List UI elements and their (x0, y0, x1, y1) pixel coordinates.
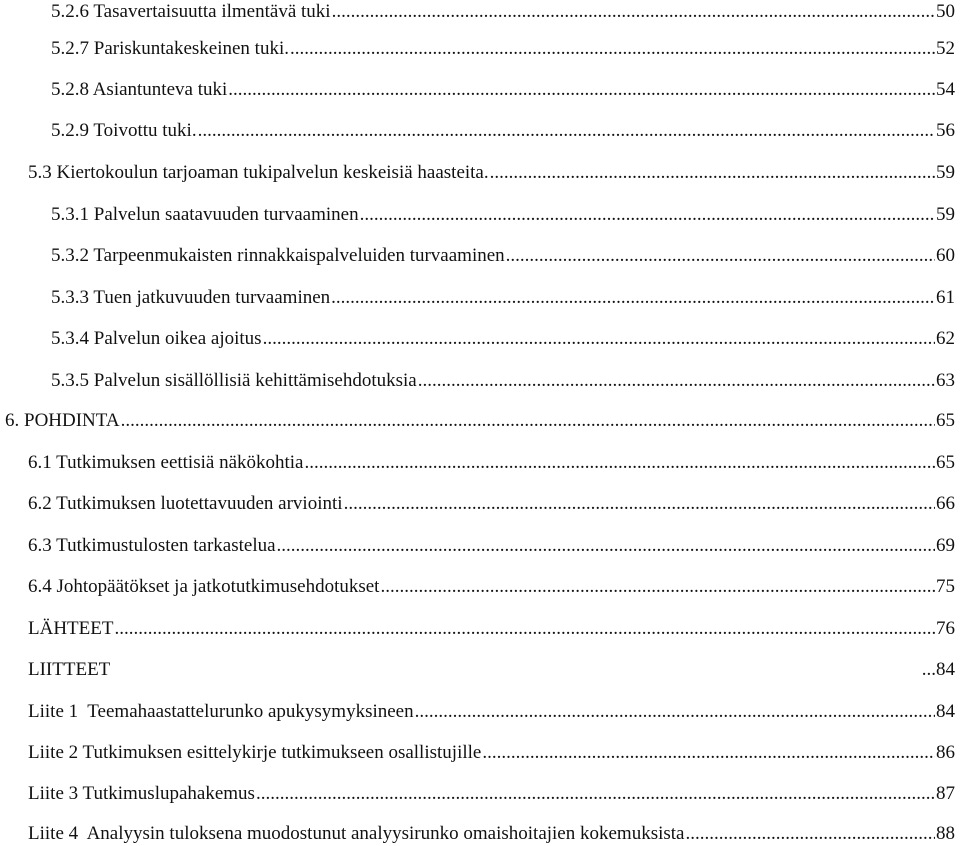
toc-entry-page: 87 (936, 783, 955, 804)
toc-entry-title: 5.3.4 Palvelun oikea ajoitus (51, 328, 262, 349)
dot-leader (418, 369, 935, 393)
toc-entry-page: 69 (936, 535, 955, 556)
toc-row[interactable] (28, 534, 955, 558)
toc-row[interactable] (28, 575, 955, 599)
toc-entry-page: 86 (936, 742, 955, 763)
dot-leader (331, 286, 935, 310)
toc-row[interactable] (28, 617, 955, 641)
toc-row[interactable] (51, 286, 955, 310)
toc-row[interactable] (28, 700, 955, 724)
toc-row[interactable] (51, 119, 955, 143)
dot-leader (114, 617, 935, 641)
toc-entry-page: 84 (936, 701, 955, 722)
toc-entry-title: 5.3.5 Palvelun sisällöllisiä kehittämisehdotuksia (51, 370, 417, 391)
toc-entry-title: 5.2.7 Pariskuntakeskeinen tuki. (51, 38, 289, 59)
dot-leader (685, 822, 935, 846)
toc-row[interactable] (5, 409, 955, 433)
toc-entry-title: Liite 1 Teemahaastattelurunko apukysymyksineen (28, 701, 414, 722)
toc-entry-title: 5.3.3 Tuen jatkuvuuden turvaaminen (51, 287, 331, 308)
toc-row[interactable] (28, 741, 955, 765)
toc-entry-page: 52 (936, 38, 955, 59)
toc-entry-page: 54 (936, 79, 955, 100)
toc-row[interactable] (51, 369, 955, 393)
toc-row[interactable] (51, 37, 955, 61)
toc-entry-title: 5.2.9 Toivottu tuki. (51, 120, 197, 141)
dot-leader (506, 244, 935, 268)
toc-entry-title: 5.3 Kiertokoulun tarjoaman tukipalvelun keskeisiä haasteita. (28, 162, 489, 183)
dot-leader (380, 575, 935, 599)
toc-entry-page: 59 (936, 162, 955, 183)
toc-entry-page: 60 (936, 245, 955, 266)
toc-row[interactable] (28, 492, 955, 516)
toc-entry-page: 65 (936, 452, 955, 473)
dot-leader (490, 161, 935, 185)
toc-entry-title: 5.2.8 Asiantunteva tuki (51, 79, 228, 100)
toc-entry-page: 63 (936, 370, 955, 391)
toc-entry-title: Liite 2 Tutkimuksen esittelykirje tutkimukseen osallistujille (28, 742, 482, 763)
dot-leader (344, 492, 935, 516)
dot-leader (256, 782, 935, 806)
toc-entry-page: 62 (936, 328, 955, 349)
toc-entry-title: LIITTEET (28, 659, 111, 680)
toc-entry-page: 59 (936, 204, 955, 225)
toc-entry-title: 6.4 Johtopäätökset ja jatkotutkimusehdotukset (28, 576, 380, 597)
dot-leader (290, 37, 935, 61)
toc-row[interactable] (28, 822, 955, 846)
toc-entry-title: 6.1 Tutkimuksen eettisiä näkökohtia (28, 452, 304, 473)
dot-leader (263, 327, 935, 351)
toc-entry-page: 66 (936, 493, 955, 514)
toc-row[interactable] (51, 0, 955, 24)
toc-entry-title: 5.2.6 Tasavertaisuutta ilmentävä tuki (51, 1, 331, 22)
toc-entry-page: 76 (936, 618, 955, 639)
toc-entry-title: 6.2 Tutkimuksen luotettavuuden arviointi (28, 493, 343, 514)
toc-row[interactable] (51, 244, 955, 268)
dot-leader (482, 741, 935, 765)
dot-leader (360, 203, 935, 227)
dot-leader (228, 78, 935, 102)
toc-entry-title: Liite 4 Analyysin tuloksena muodostunut analyysirunko omaishoitajien kokemuksista (28, 823, 685, 844)
toc-entry-page: 50 (936, 1, 955, 22)
toc-row[interactable] (28, 782, 955, 806)
dot-leader (305, 451, 936, 475)
toc-entry-page: 56 (936, 120, 955, 141)
dot-leader (332, 0, 935, 24)
toc-entry-title: 6. POHDINTA (5, 410, 120, 431)
toc-entry-title: 6.3 Tutkimustulosten tarkastelua (28, 535, 276, 556)
toc-entry-page: 61 (936, 287, 955, 308)
toc-entry-title: LÄHTEET (28, 618, 114, 639)
dot-leader (121, 409, 935, 433)
dot-leader (415, 700, 935, 724)
dot-leader (198, 119, 935, 143)
dot-leader (277, 534, 935, 558)
toc-row[interactable] (51, 327, 955, 351)
toc-entry-title: Liite 3 Tutkimuslupahakemus (28, 783, 255, 804)
toc-row[interactable] (28, 161, 955, 185)
toc-row[interactable] (51, 203, 955, 227)
toc-entry-title: 5.3.1 Palvelun saatavuuden turvaaminen (51, 204, 359, 225)
toc-entry-page: 65 (936, 410, 955, 431)
toc-entry-title: 5.3.2 Tarpeenmukaisten rinnakkaispalveluiden turvaaminen (51, 245, 505, 266)
toc-row[interactable] (51, 78, 955, 102)
toc-row[interactable] (28, 451, 955, 475)
toc-entry-page: ...84 (921, 659, 955, 680)
blank-leader (111, 674, 920, 675)
toc-entry-page: 75 (936, 576, 955, 597)
toc-row[interactable] (28, 658, 955, 682)
toc-entry-page: 88 (936, 823, 955, 844)
